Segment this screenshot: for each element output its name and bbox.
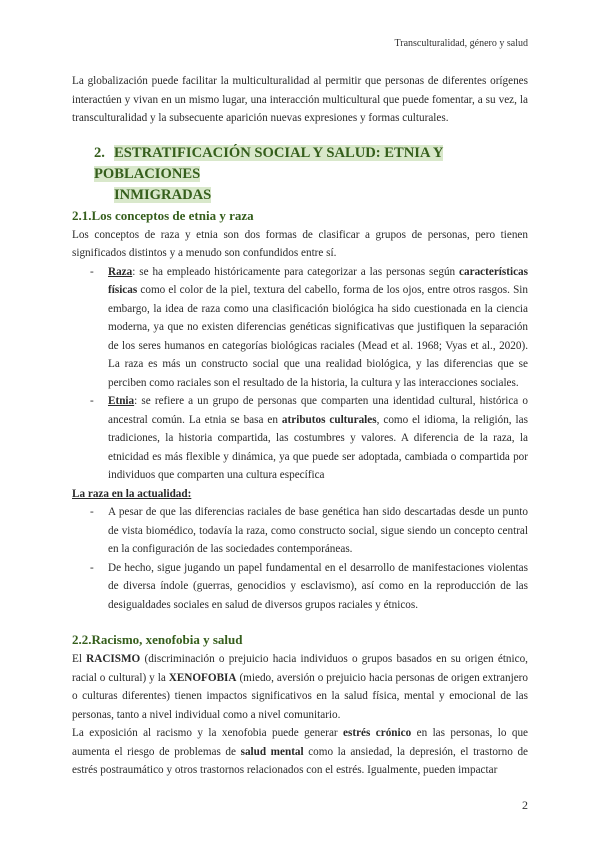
intro-paragraph: La globalización puede facilitar la multiculturalidad al permitir que personas de diferentes orígenes interactúen y vivan en un mismo lugar, una interacción multicultural que puede fomentar, a su vez, la transculturalidad y la subsecuente aparición nuevas expresiones y formas culturales. [72,75,528,124]
raza-bold: características físicas [108,265,528,296]
racism-paragraph-2: La exposición al racismo y la xenofobia puede generar estrés crónico en las personas, lo que aumenta el riesgo de problemas de salud mental como la ansiedad, la depresión, el trastorno de estrés postraumático y otros trastornos relacionados con el estrés. Igualmente, pueden impactar [72,727,529,776]
page-content [72,72,528,780]
term-racismo: RACISMO [86,653,141,665]
definitions-list [72,263,528,485]
dash-bullet: - [90,265,94,278]
section-heading [94,143,528,206]
subsection-heading-2-1: 2.1.Los conceptos de etnia y raza [72,207,254,223]
actualidad-heading: La raza en la actualidad: [72,487,192,500]
subsection-heading-2-2: 2.2.Racismo, xenofobia y salud [72,632,243,647]
section-title-line2: INMIGRADAS [114,186,212,203]
actualidad-item-text: A pesar de que las diferencias raciales de base genética han sido descartadas desde un punto de vista biomédico, todavía la raza, como constructo social, sigue siendo un concepto central en la configuración de las sociedades contemporáneas. [108,506,528,555]
list-item [72,559,528,615]
list-item [72,503,528,559]
list-item-raza [72,263,528,393]
list-item-etnia [72,392,528,485]
term-etnia: Etnia [108,395,135,407]
section-number: 2. [94,144,105,161]
term-raza: Raza [108,265,133,278]
etnia-text-cont: , como el idioma, la religión, las tradiciones, la historia compartida, las costumbres y valores. A diferencia de la raza, la etnicidad es más flexible y dinámica, ya que puede ser adoptada, cambiada o compartida por individuos que comparten una cultura específica [108,413,528,481]
raza-text-cont: como el color de la piel, textura del cabello, forma de los ojos, entre otros rasgos. Sin embargo, la idea de raza como una clasificación biológica ha sido cuestionada en la ciencia moderna, ya que no existen diferencias genéticas significativas que justifiquen la separación de los seres humanos en categorías biológicas raciales (Mead et al. 1968; Vyas et al., 2020). La raza es más un constructo social que una realidad biológica, y las diferencias que se perciben como raciales son el resultado de la historia, la cultura y las interacciones sociales. [108,284,528,389]
etnia-text: : se refiere a un grupo de personas que comparten una identidad cultural, histórica o ancestral común. La etnia se basa en [108,395,528,426]
raza-text: : se ha empleado históricamente para categorizar a las personas según [132,265,460,278]
page-number: 2 [522,798,528,812]
actualidad-list [72,503,528,614]
section-title-line1: ESTRATIFICACIÓN SOCIAL Y SALUD: ETNIA Y POBLACIONES [94,144,444,182]
dash-bullet: - [90,506,94,518]
running-header: Transculturalidad, género y salud [394,38,528,49]
etnia-bold: atributos culturales [281,413,377,426]
dash-bullet: - [90,561,94,574]
term-salud-mental: salud mental [240,745,304,758]
term-xenofobia: XENOFOBIA [168,671,237,684]
concepts-intro: Los conceptos de raza y etnia son dos formas de clasificar a grupos de personas, pero tienen significados distintos y a menudo son confundidos entre sí. [72,228,528,259]
actualidad-item-text: De hecho, sigue jugando un papel fundamental en el desarrollo de manifestaciones violentas de diversa índole (guerras, genocidios y esclavismo), así como en la reproducción de las desigualdades sociales en salud de diversos grupos raciales y étnicos. [108,561,528,611]
term-estres-cronico: estrés crónico [343,727,412,739]
dash-bullet: - [90,395,94,407]
racism-paragraph-1: El RACISMO (discriminación o prejuicio hacia individuos o grupos basados en su origen étnico, racial o cultural) y la XENOFOBIA (miedo, aversión o prejuicio hacia personas de origen extranjero o culturas diferentes) tienen impactos significativos en la salud física, mental y emocional de las personas, tanto a nivel individual como a nivel comunitario. [72,653,528,721]
